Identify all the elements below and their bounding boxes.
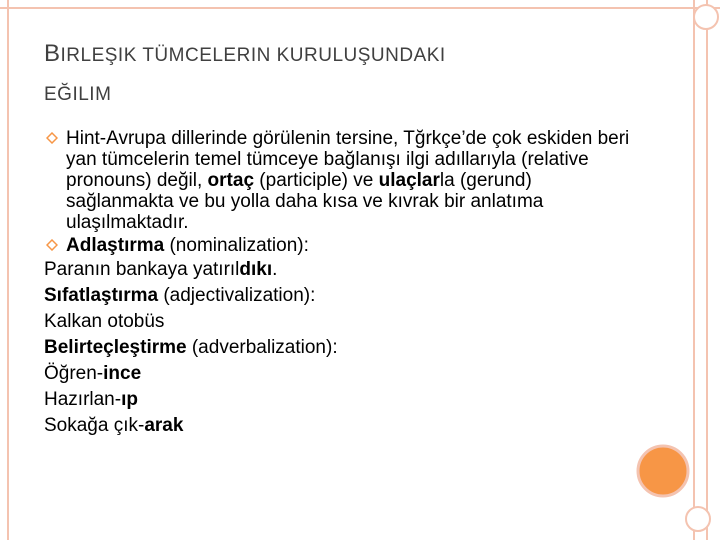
decor-circle-small [686, 507, 710, 531]
example7-stem: Sokağa çık- [44, 415, 145, 436]
decor-circle-large [638, 446, 688, 496]
example7-suffix: arak [144, 415, 184, 436]
example-line-1 [44, 257, 644, 283]
example1-stem: Paranın bankaya yatırıl [44, 259, 240, 280]
bullet1-text-1: Hint-Avrupa dillerinde görülenin tersine, Tğrkçe’de çok eskiden beri yan tümcelerin temel tümceye bağlanışı ilgi adıllarıyla (relative pronouns) değil, [66, 128, 630, 191]
bullet2-rest: (nominalization): [164, 235, 309, 256]
bullet-item-2 [44, 235, 644, 256]
example6-stem: Hazırlan- [44, 389, 122, 410]
title-initial: B [44, 40, 61, 67]
slide-title-line2: EĞILIM [44, 84, 112, 105]
example-line-7 [44, 413, 644, 439]
example1-period: . [272, 259, 278, 280]
bullet1-text-3: la (gerund) sağlanmakta ve bu yolla daha kısa ve kıvrak bir anlatıma ulaşılmaktadır. [66, 170, 544, 233]
title-rest: IRLEŞIK TÜMCELERIN KURULUŞUNDAKI [60, 45, 446, 66]
bullet1-term-ortac: ortaç [207, 170, 255, 191]
diamond-bullet-icon [46, 239, 58, 251]
bullet1-term-ulaclar: ulaçlar [378, 170, 440, 191]
bullet2-term: Adlaştırma [66, 235, 165, 256]
slide-title-line1 [44, 40, 446, 68]
example5-suffix: ince [103, 363, 142, 384]
diamond-bullet-icon [46, 132, 58, 144]
term-belirteclestirme-gloss: (adverbalization): [186, 337, 338, 358]
example-line-2 [44, 283, 644, 309]
example-line-4 [44, 335, 644, 361]
example-line-5 [44, 361, 644, 387]
example-line-3: Kalkan otobüs [44, 311, 165, 332]
slide-body [44, 128, 644, 439]
example1-suffix: dıkı [239, 259, 273, 280]
bullet1-text-2: (participle) ve [254, 170, 379, 191]
term-sifatlastirma: Sıfatlaştırma [44, 285, 159, 306]
example6-suffix: ıp [121, 389, 138, 410]
decor-circle-top [694, 5, 718, 29]
term-belirteclestirme: Belirteçleştirme [44, 337, 187, 358]
bullet-item-1 [44, 128, 644, 233]
term-sifatlastirma-gloss: (adjectivalization): [158, 285, 316, 306]
example-line-6 [44, 387, 644, 413]
example5-stem: Öğren- [44, 363, 104, 384]
